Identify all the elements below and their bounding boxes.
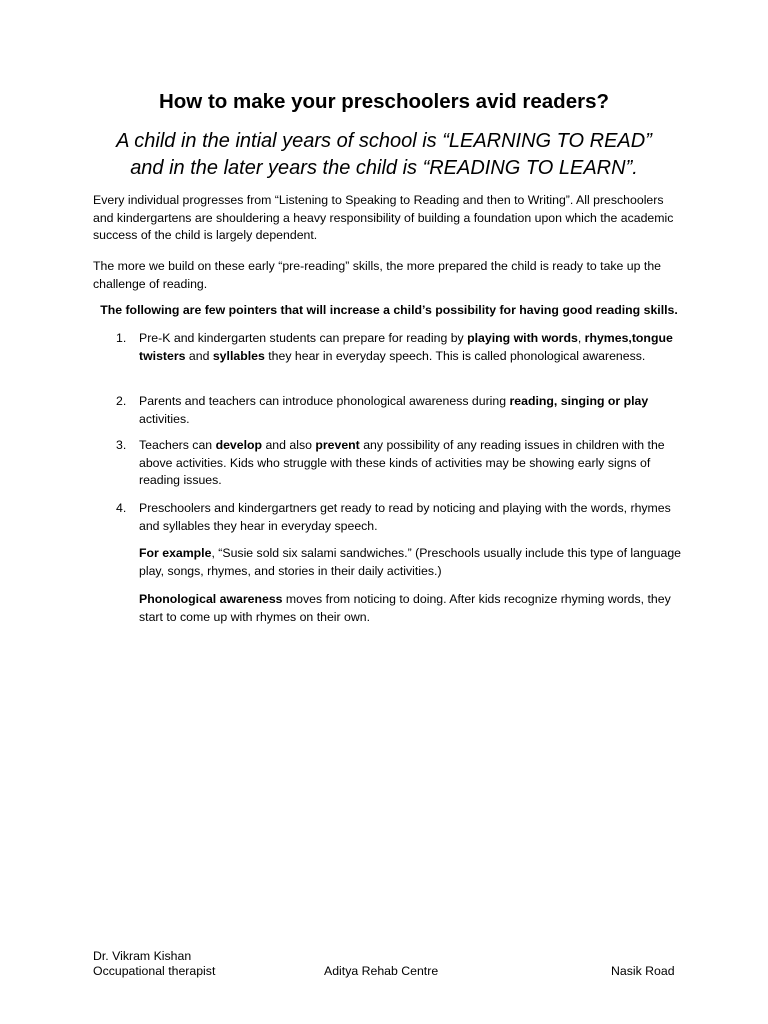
list-item — [116, 437, 676, 490]
footer-role: Occupational therapist — [93, 964, 216, 978]
list-item-text: Preschoolers and kindergartners get ready to read by noticing and playing with the words, rhymes and syllables they hear in everyday speech. — [139, 501, 671, 533]
example-label: For example — [139, 546, 212, 560]
example-text: , “Susie sold six salami sandwiches.” (Preschools usually include this type of language play, songs, rhymes, and stories in their daily activities.) — [139, 546, 682, 578]
list-item — [116, 500, 676, 535]
text-run: and also — [262, 438, 316, 452]
text-run: Teachers can — [139, 438, 216, 452]
phonological-text: moves from noticing to doing. After kids recognize rhyming words, they start to come up with rhymes on their own. — [139, 592, 671, 624]
bold-run: reading, singing or play — [509, 394, 649, 408]
text-run: Parents and teachers can introduce phonological awareness during — [139, 394, 510, 408]
footer-name: Dr. Vikram Kishan — [93, 949, 192, 963]
subtitle-line-2: and in the later years the child is “READING TO LEARN”. — [130, 157, 638, 179]
text-run: and — [185, 348, 213, 363]
intro-paragraph — [93, 192, 685, 245]
list-item — [116, 393, 676, 428]
text-run: Pre-K and kindergarten students can prepare for reading by — [139, 331, 468, 345]
list-item-number: 1. — [116, 331, 127, 345]
footer-centre: Aditya Rehab Centre — [324, 964, 439, 978]
bold-run: rhymes,tongue twisters — [139, 331, 673, 363]
bold-run: develop — [215, 438, 263, 452]
bold-run: prevent — [315, 438, 360, 452]
text-run: activities. — [139, 411, 190, 426]
pointers-heading-text: The following are few pointers that will increase a child’s possibility for having good reading skills. — [100, 303, 678, 317]
intro-paragraph-text: Every individual progresses from “Listening to Speaking to Reading and then to Writing”. All preschoolers and kindergartens are shouldering a heavy responsibility of building a foundation upon which the academic success of the child is largely dependent. — [93, 193, 674, 242]
pre-reading-paragraph-text: The more we build on these early “pre-reading” skills, the more prepared the child is ready to take up the challenge of reading. — [93, 259, 661, 291]
footer-location: Nasik Road — [611, 964, 675, 978]
subtitle — [0, 128, 768, 182]
text-run: , — [577, 331, 585, 345]
list-item — [116, 330, 676, 365]
pre-reading-paragraph — [93, 258, 685, 293]
example-paragraph — [139, 545, 684, 580]
phonological-paragraph — [139, 591, 684, 626]
list-item-text — [139, 330, 676, 365]
page-title: How to make your preschoolers avid readers? — [158, 90, 610, 113]
text-run: they hear in everyday speech. This is called phonological awareness. — [264, 348, 646, 363]
text-run: any possibility of any reading issues in children with the above activities. Kids who struggle with these kinds of activities may be showing early signs of reading issues. — [139, 438, 665, 487]
list-item-text — [139, 437, 676, 490]
list-item-number: 3. — [116, 438, 127, 452]
list-item-text — [139, 393, 676, 428]
phonological-label: Phonological awareness — [139, 592, 283, 606]
bold-run: syllables — [212, 348, 265, 363]
bold-run: playing with words — [467, 331, 578, 345]
subtitle-line-1: A child in the intial years of school is “LEARNING TO READ” — [116, 130, 652, 152]
pointers-heading — [93, 302, 685, 320]
list-item-number: 2. — [116, 394, 127, 408]
list-item-number: 4. — [116, 501, 127, 515]
